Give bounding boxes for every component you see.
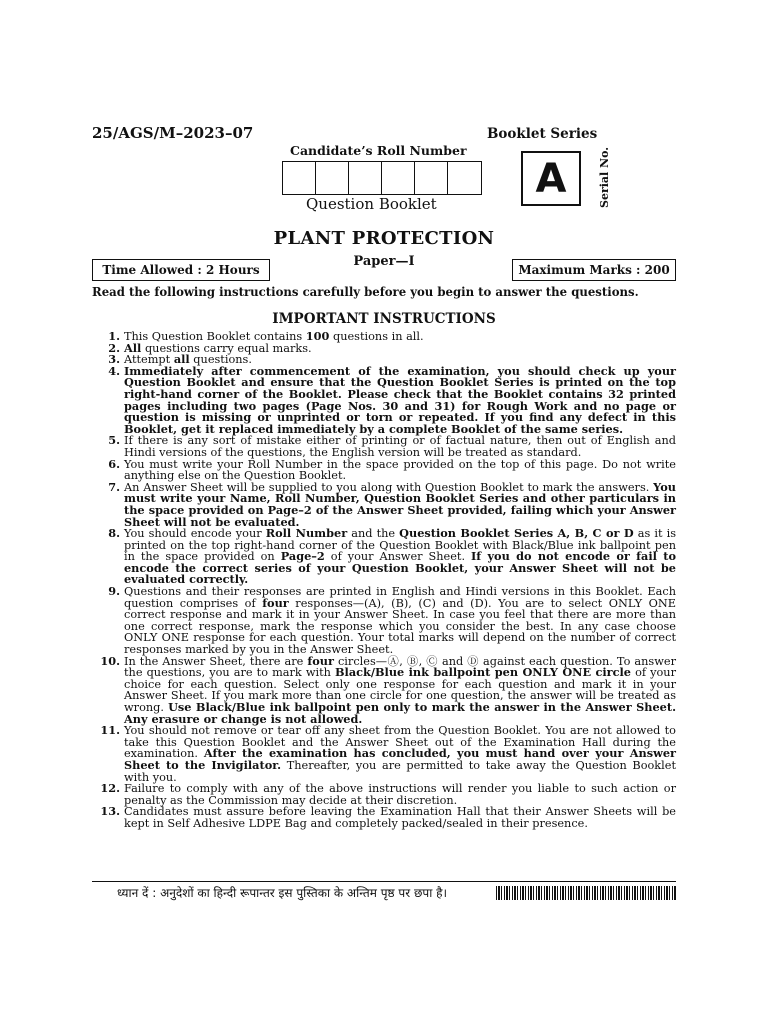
time-allowed-box: Time Allowed : 2 Hours: [92, 259, 270, 281]
paper-number: Paper—I: [353, 254, 415, 269]
instruction-item: [92, 456, 676, 483]
footer-divider: [92, 881, 676, 882]
instruction-item: [92, 653, 676, 726]
instruction-text: In the Answer Sheet, there are four circles—Ⓐ, Ⓑ, Ⓒ and Ⓓ against each question. To answer the questions, you are to mark with Black/Blue ink ballpoint pen ONLY ONE circle of your choice for each question. Select only one response for each question and mark it in your Answer Sheet. If you mark more than one circle for one question, the answer will be treated as wrong. Use Black/Blue ink ballpoint pen only to mark the answer in the Answer Sheet. Any erasure or change is not allowed.: [124, 653, 676, 726]
roll-digit-box[interactable]: [415, 162, 448, 194]
instruction-number: 5.: [108, 433, 120, 448]
instruction-number: 2.: [108, 340, 120, 355]
instruction-text: You should encode your Roll Number and the Question Booklet Series A, B, C or D as it is printed on the top right-hand corner of the Question Booklet with Black/Blue ink ballpoint pen in the space provided on Page–2 of your Answer Sheet. If you do not encode or fail to encode the correct series of your Question Booklet, your Answer Sheet will not be evaluated correctly.: [124, 526, 676, 587]
roll-number-boxes[interactable]: [282, 161, 482, 195]
maximum-marks-box: Maximum Marks : 200: [512, 259, 676, 281]
instruction-item: [92, 806, 676, 829]
series-letter: A: [535, 155, 567, 202]
instruction-item: [92, 479, 676, 529]
roll-digit-box[interactable]: [316, 162, 349, 194]
series-box: [521, 151, 581, 206]
instruction-text: Failure to comply with any of the above instructions will render you liable to such action or penalty as the Commission may decide at their discretion.: [124, 782, 676, 807]
serial-number-label: Serial No.: [598, 146, 611, 208]
instruction-text: You must write your Roll Number in the space provided on the top of this page. Do not write anything else on the Question Booklet.: [124, 457, 676, 483]
instruction-number: 6.: [108, 456, 120, 471]
instruction-text: Immediately after commencement of the examination, you should check up your Question Booklet and ensure that the Question Booklet Series is printed on the top right-hand corner of the Booklet. Please check that the Booklet contains 32 printed pages including two pages (Page Nos. 30 and 31) for Rough Work and no page or question is missing or unprinted or torn or repeated. If you find any defect in this Booklet, get it replaced immediately by a complete Booklet of the same series.: [124, 363, 676, 436]
instruction-number: 3.: [108, 352, 120, 367]
roll-number-label: Candidate’s Roll Number: [290, 143, 467, 158]
instruction-number: 4.: [108, 363, 120, 378]
booklet-series-label: Booklet Series: [487, 126, 598, 142]
instruction-text: Candidates must assure before leaving the Examination Hall that their Answer Sheets will be kept in Self Adhesive LDPE Bag and completely packed/sealed in their presence.: [124, 805, 676, 830]
instruction-item: [92, 435, 676, 458]
hindi-note: ध्यान दें : अनुदेशों का हिन्दी रूपान्तर इस पुस्तिका के अन्तिम पृष्ठ पर छपा है।: [117, 886, 448, 900]
instruction-item: [92, 586, 676, 656]
instruction-text: All questions carry equal marks.: [124, 340, 312, 355]
roll-digit-box[interactable]: [349, 162, 382, 194]
roll-digit-box[interactable]: [382, 162, 415, 194]
instruction-text: Attempt all questions.: [124, 352, 252, 367]
instruction-item: [92, 783, 676, 806]
instructions-list: [92, 331, 676, 830]
paper-title: PLANT PROTECTION: [273, 228, 495, 249]
instruction-text: Questions and their responses are printed in English and Hindi versions in this Booklet. Each question comprises of four responses—(A), (B), (C) and (D). You are to select ONLY ONE correct response and mark it in your Answer Sheet. In case you feel that there are more than one correct response, mark the response which you consider the best. In any case choose ONLY ONE response for each question. Your total marks will depend on the number of correct responses marked by you in the Answer Sheet.: [124, 585, 677, 657]
instruction-item: [92, 725, 676, 783]
instruction-text: If there is any sort of mistake either of printing or of factual nature, then out of English and Hindi versions of the questions, the English version will be treated as standard.: [124, 434, 676, 459]
roll-digit-box[interactable]: [283, 162, 316, 194]
instruction-number: 13.: [100, 804, 120, 819]
instruction-item: [92, 528, 676, 586]
question-booklet-label: Question Booklet: [306, 195, 437, 213]
instruction-text: An Answer Sheet will be supplied to you along with Question Booklet to mark the answers. You must write your Name, Roll Number, Question Booklet Series and other particulars in the space provided on Page–2 of the Answer Sheet provided, failing which your Answer Sheet will not be evaluated.: [124, 479, 676, 529]
read-instructions-note: Read the following instructions carefully before you begin to answer the questions.: [92, 285, 639, 299]
instruction-number: 8.: [108, 526, 120, 541]
instruction-text: You should not remove or tear off any sheet from the Question Booklet. You are not allowed to take this Question Booklet and the Answer Sheet out of the Examination Hall during the examination. After the examination has concluded, you must hand over your Answer Sheet to the Invigilator. Thereafter, you are permitted to take away the Question Booklet with you.: [124, 724, 676, 784]
instruction-number: 12.: [100, 781, 120, 796]
roll-digit-box[interactable]: [448, 162, 481, 194]
instruction-number: 10.: [100, 653, 120, 668]
barcode-icon: [496, 886, 676, 900]
exam-code: 25/AGS/M–2023–07: [92, 124, 254, 142]
instruction-number: 9.: [108, 584, 120, 599]
instruction-number: 7.: [108, 479, 120, 494]
instruction-number: 1.: [108, 329, 120, 343]
instruction-number: 11.: [100, 723, 120, 738]
instruction-item: [92, 363, 676, 436]
instruction-text: This Question Booklet contains 100 questions in all.: [124, 329, 424, 343]
instructions-heading: IMPORTANT INSTRUCTIONS: [272, 311, 496, 327]
